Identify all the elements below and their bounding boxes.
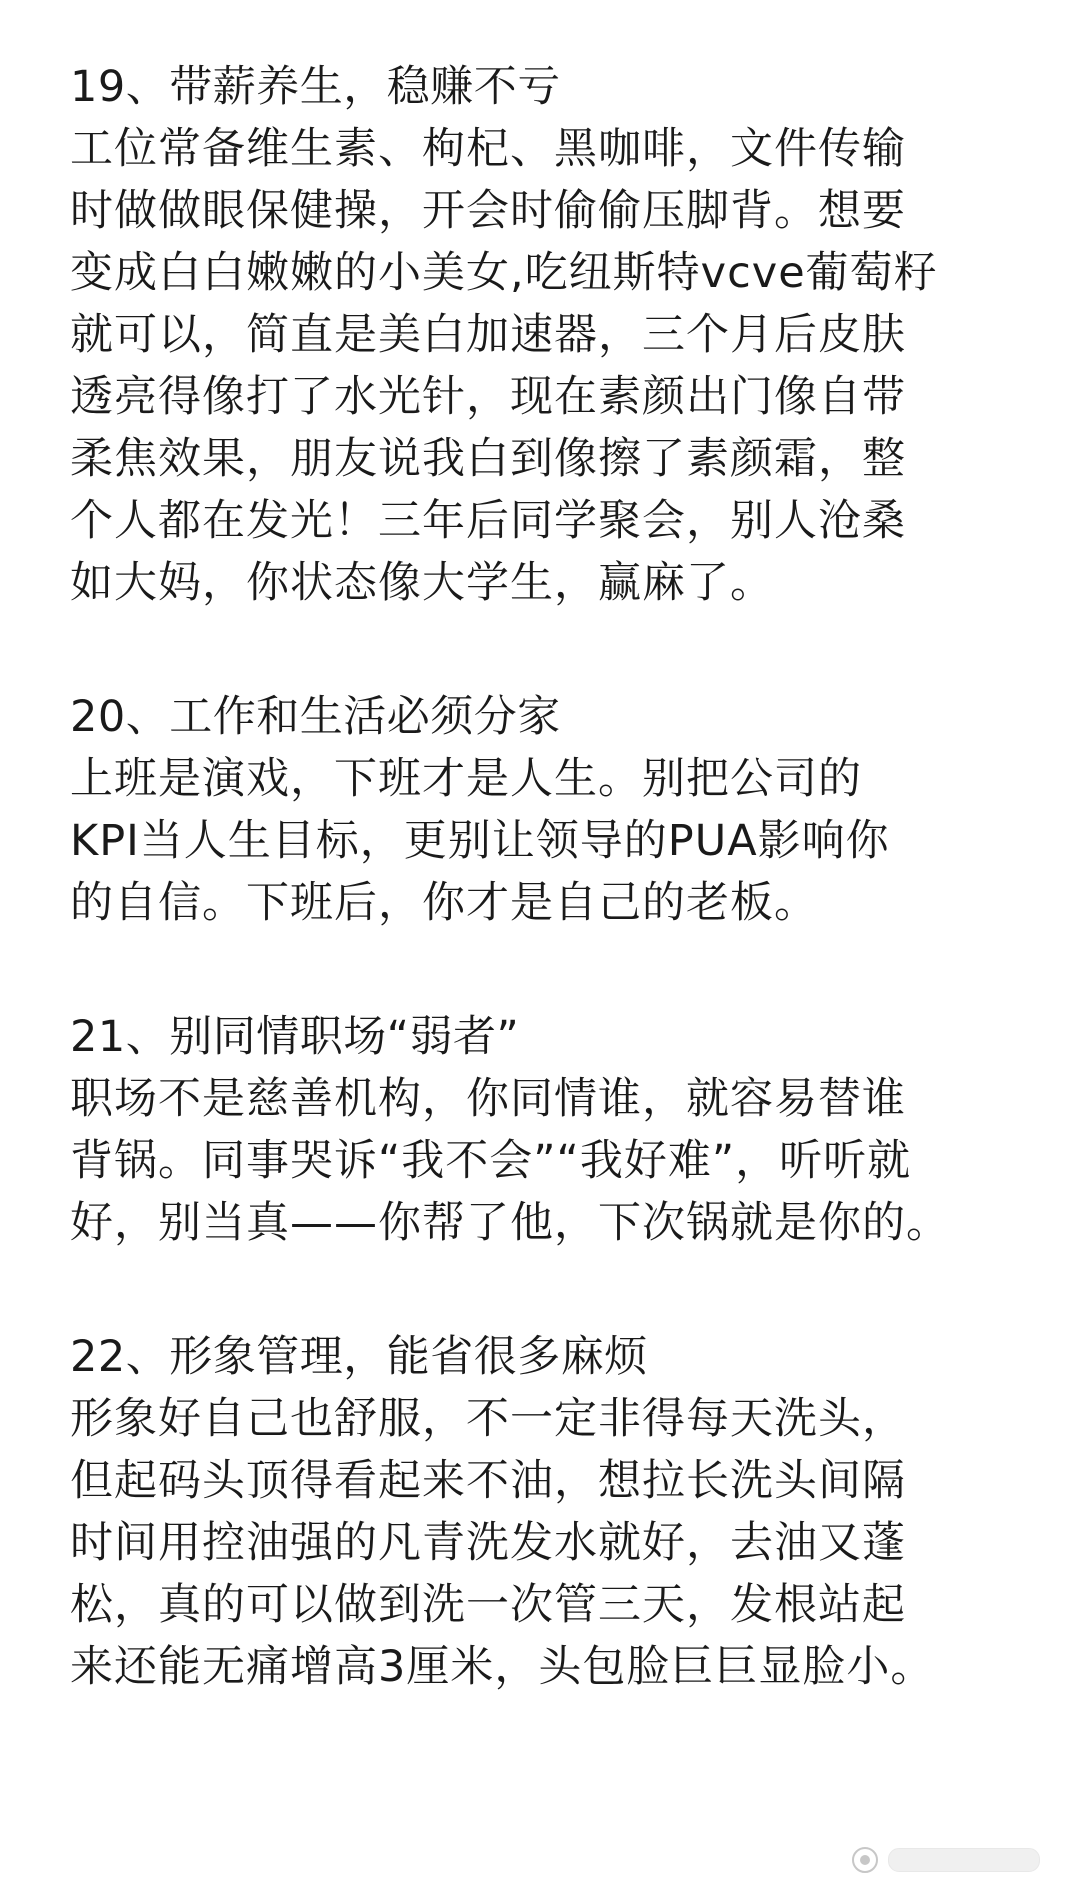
section-22 [70,1326,1010,1698]
watermark [852,1847,1040,1873]
paragraph-line: 时间用控油强的凡青洗发水就好，去油又蓬 [70,1518,906,1568]
paragraph-line: 就可以，简直是美白加速器，三个月后皮肤 [70,310,906,360]
paragraph-line: 上班是演戏，下班才是人生。别把公司的 [70,754,862,804]
paragraph-line: 变成白白嫩嫩的小美女,吃纽斯特vcve葡萄籽 [70,248,938,298]
paragraph-line: KPI当人生目标，更别让领导的PUA影响你 [70,816,890,866]
section-21 [70,1006,1010,1254]
paragraph-line: 背锅。同事哭诉“我不会”“我好难”，听听就 [70,1136,912,1186]
section-19 [70,56,1010,614]
paragraph-line: 来还能无痛增高3厘米，头包脸巨巨显脸小。 [70,1642,935,1692]
paragraph-line: 的自信。下班后，你才是自己的老板。 [70,878,818,928]
paragraph-line: 职场不是慈善机构，你同情谁，就容易替谁 [70,1074,906,1124]
paragraph-line: 好，别当真——你帮了他，下次锅就是你的。 [70,1198,950,1248]
section-heading: 20、工作和生活必须分家 [70,692,561,742]
paragraph-line: 如大妈，你状态像大学生，赢麻了。 [70,558,774,608]
section-heading: 22、形象管理，能省很多麻烦 [70,1332,648,1382]
eye-icon [852,1847,878,1873]
article-body [70,56,1010,1770]
section-heading: 19、带薪养生，稳赚不亏 [70,62,561,112]
paragraph-line: 但起码头顶得看起来不油，想拉长洗头间隔 [70,1456,906,1506]
paragraph-line: 柔焦效果，朋友说我白到像擦了素颜霜，整 [70,434,906,484]
section-20 [70,686,1010,934]
paragraph-line: 松，真的可以做到洗一次管三天，发根站起 [70,1580,906,1630]
paragraph-line: 个人都在发光！三年后同学聚会，别人沧桑 [70,496,906,546]
paragraph-line: 工位常备维生素、枸杞、黑咖啡，文件传输 [70,124,906,174]
paragraph-line: 时做做眼保健操，开会时偷偷压脚背。想要 [70,186,906,236]
section-heading: 21、别同情职场“弱者” [70,1012,520,1062]
paragraph-line: 透亮得像打了水光针，现在素颜出门像自带 [70,372,906,422]
watermark-logo [888,1848,1040,1872]
paragraph-line: 形象好自己也舒服，不一定非得每天洗头， [70,1394,906,1444]
